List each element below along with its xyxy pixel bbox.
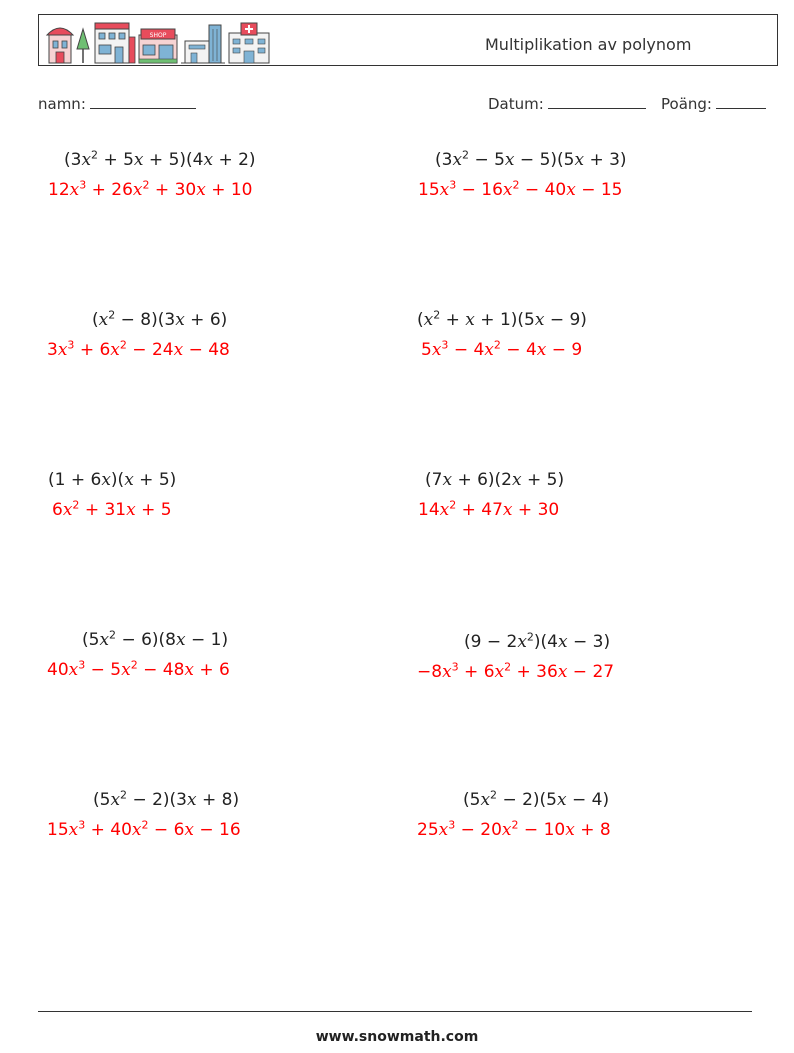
worksheet-title: Multiplikation av polynom	[485, 35, 692, 54]
score-blank[interactable]	[716, 94, 766, 109]
problem-question: (7x + 6)(2x + 5)	[425, 470, 565, 490]
problem-answer: $5x^3 - 4x^2 - 4x - 9$	[421, 338, 583, 360]
name-label: namn:	[38, 95, 86, 113]
problem-answer: $15x^3 - 16x^2 - 40x - 15$	[418, 178, 623, 200]
problem-answer: $15x^3 + 40x^2 - 6x - 16$	[47, 818, 241, 840]
problem-answer: $-8x^3 + 6x^2 + 36x - 27$	[417, 660, 615, 682]
date-blank[interactable]	[548, 94, 646, 109]
date-field[interactable]	[488, 94, 646, 113]
problem-question: $(x^2 - 8)(3x + 6)$	[92, 308, 228, 330]
worksheet-header	[38, 14, 778, 66]
problem-question: $(5x^2 - 2)(5x - 4)$	[463, 788, 610, 810]
score-field[interactable]	[661, 94, 766, 113]
name-blank[interactable]	[90, 94, 196, 109]
problem-question: $(5x^2 - 2)(3x + 8)$	[93, 788, 240, 810]
problem-question: $(x^2 + x + 1)(5x - 9)$	[417, 308, 587, 330]
footer-divider	[38, 1011, 752, 1012]
problem-answer: $3x^3 + 6x^2 - 24x - 48$	[47, 338, 230, 360]
problem-question: (1 + 6x)(x + 5)	[48, 470, 177, 490]
date-label: Datum:	[488, 95, 544, 113]
problem-question: $(3x^2 + 5x + 5)(4x + 2)$	[64, 148, 256, 170]
problem-answer: $40x^3 - 5x^2 - 48x + 6$	[47, 658, 230, 680]
problem-question: $(5x^2 - 6)(8x - 1)$	[82, 628, 229, 650]
name-field[interactable]	[38, 94, 196, 113]
shop-sign-text: SHOP	[149, 32, 167, 39]
footer-url[interactable]: www.snowmath.com	[315, 1029, 479, 1045]
city-buildings-icon	[45, 19, 271, 65]
problem-answer: $25x^3 - 20x^2 - 10x + 8$	[417, 818, 611, 840]
problem-question: $(3x^2 - 5x - 5)(5x + 3)$	[435, 148, 627, 170]
problem-answer: $12x^3 + 26x^2 + 30x + 10$	[48, 178, 253, 200]
problem-answer: $6x^2 + 31x + 5$	[52, 498, 172, 520]
problem-answer: $14x^2 + 47x + 30$	[418, 498, 560, 520]
score-label: Poäng:	[661, 95, 712, 113]
problem-question: $(9 - 2x^2)(4x - 3)$	[464, 630, 611, 652]
